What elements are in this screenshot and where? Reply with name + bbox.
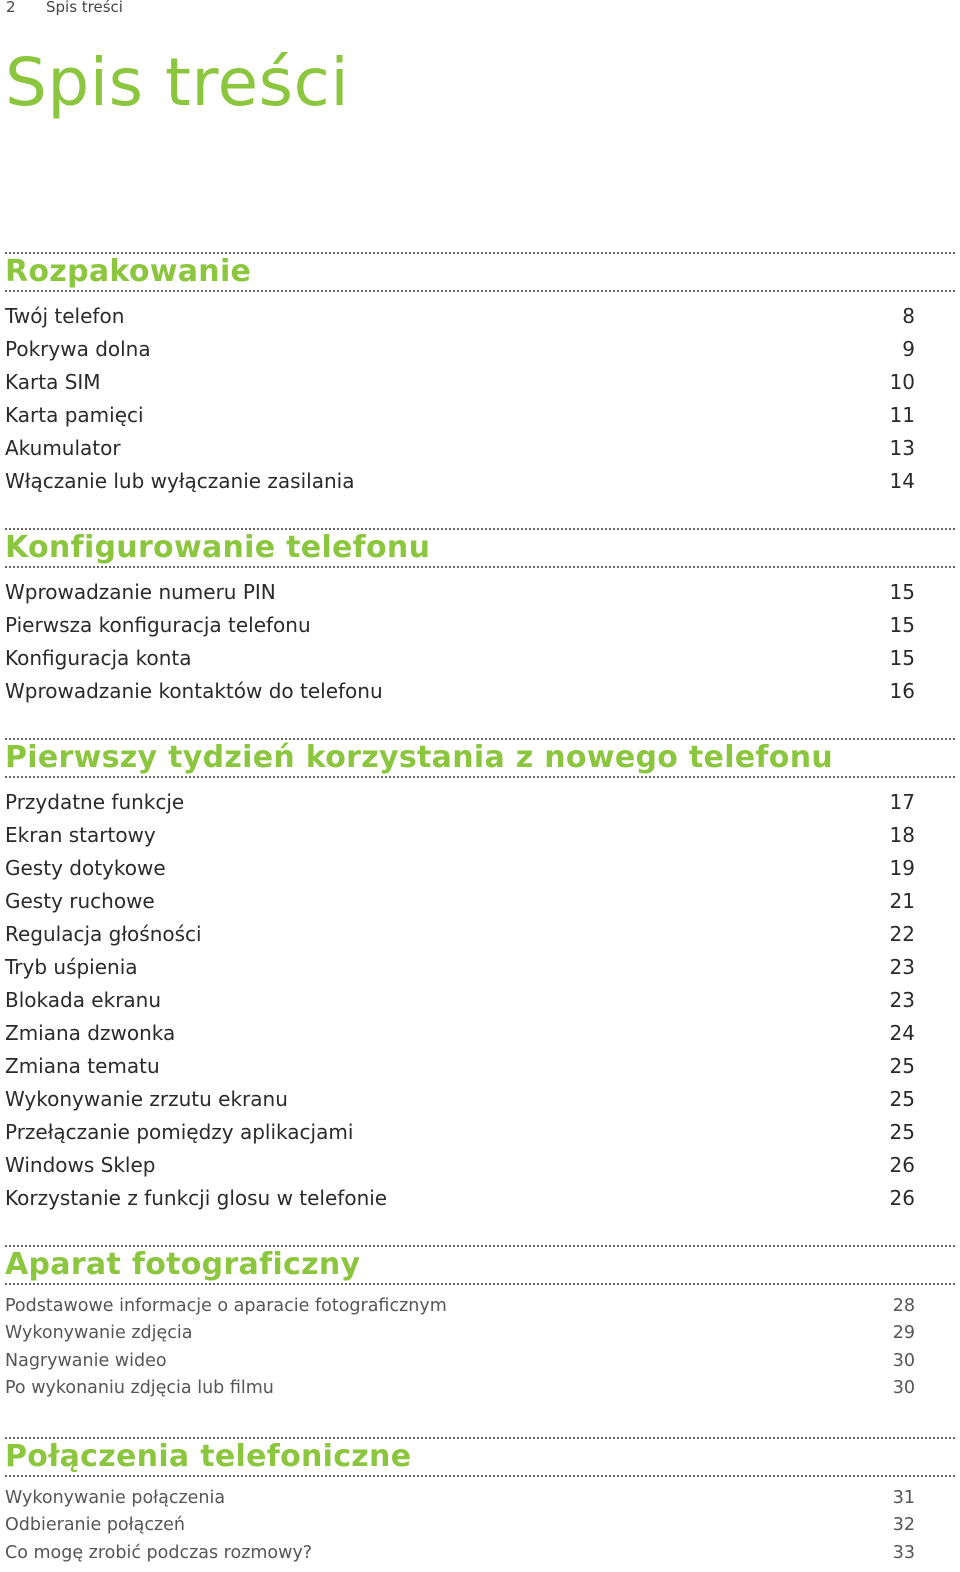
entry-label: Zmiana tematu	[5, 1053, 160, 1078]
toc-entry[interactable]	[5, 365, 915, 398]
toc-entry[interactable]	[5, 464, 915, 497]
toc-entry[interactable]	[5, 1539, 915, 1567]
section-title: Połączenia telefoniczne	[5, 1439, 412, 1474]
entry-label: Regulacja głośności	[5, 921, 202, 946]
toc-section-konfigurowanie	[5, 528, 955, 707]
section-entries	[5, 292, 955, 497]
entry-label: Wykonywanie zrzutu ekranu	[5, 1086, 288, 1111]
entry-label: Konfiguracja konta	[5, 645, 192, 670]
entry-page: 13	[889, 435, 915, 460]
entry-label: Wykonywanie zdjęcia	[5, 1323, 193, 1344]
toc-section-rozpakowanie	[5, 252, 955, 497]
toc-entry[interactable]	[5, 1292, 915, 1320]
toc-entry[interactable]	[5, 917, 915, 950]
entry-page: 17	[889, 789, 915, 814]
toc-entry[interactable]	[5, 641, 915, 674]
entry-label: Twój telefon	[5, 303, 125, 328]
entry-page: 30	[892, 1350, 915, 1371]
section-entries	[5, 568, 955, 707]
entry-label: Przydatne funkcje	[5, 789, 185, 814]
page-title: Spis treści	[5, 44, 350, 121]
entry-page: 30	[892, 1378, 915, 1399]
entry-page: 16	[889, 678, 915, 703]
entry-page: 23	[889, 954, 915, 979]
entry-label: Pokrywa dolna	[5, 336, 151, 361]
toc-entry[interactable]	[5, 983, 915, 1016]
toc-entry[interactable]	[5, 608, 915, 641]
entry-page: 23	[889, 987, 915, 1012]
toc-entry[interactable]	[5, 1049, 915, 1082]
entry-page: 15	[889, 579, 915, 604]
entry-label: Po wykonaniu zdjęcia lub filmu	[5, 1378, 274, 1399]
entry-label: Windows Sklep	[5, 1152, 156, 1177]
toc-entry[interactable]	[5, 1512, 915, 1540]
toc-entry[interactable]	[5, 851, 915, 884]
entry-page: 15	[889, 645, 915, 670]
entry-page: 22	[889, 921, 915, 946]
page-number: 2	[6, 0, 16, 16]
section-entries	[5, 1477, 955, 1567]
entry-label: Ekran startowy	[5, 822, 156, 847]
entry-label: Zmiana dzwonka	[5, 1020, 176, 1045]
entry-label: Co mogę zrobić podczas rozmowy?	[5, 1542, 313, 1563]
entry-label: Włączanie lub wyłączanie zasilania	[5, 468, 355, 493]
section-title: Aparat fotograficzny	[5, 1247, 361, 1282]
entry-label: Nagrywanie wideo	[5, 1350, 167, 1371]
toc-entry[interactable]	[5, 1148, 915, 1181]
entry-label: Blokada ekranu	[5, 987, 162, 1012]
entry-page: 10	[889, 369, 915, 394]
entry-page: 8	[902, 303, 915, 328]
entry-label: Pierwsza konfiguracja telefonu	[5, 612, 311, 637]
toc-entry[interactable]	[5, 575, 915, 608]
entry-page: 15	[889, 612, 915, 637]
entry-label: Korzystanie z funkcji glosu w telefonie	[5, 1185, 388, 1210]
section-heading	[5, 738, 955, 778]
running-title: Spis treści	[46, 0, 123, 16]
section-title: Konfigurowanie telefonu	[5, 530, 431, 565]
entry-page: 21	[889, 888, 915, 913]
entry-page: 28	[892, 1295, 915, 1316]
entry-label: Odbieranie połączeń	[5, 1515, 185, 1536]
toc-entry[interactable]	[5, 1375, 915, 1403]
toc-entry[interactable]	[5, 431, 915, 464]
running-header	[6, 0, 123, 18]
toc-entry[interactable]	[5, 785, 915, 818]
entry-page: 25	[889, 1086, 915, 1111]
section-entries	[5, 778, 955, 1214]
toc-entry[interactable]	[5, 1016, 915, 1049]
entry-page: 26	[889, 1152, 915, 1177]
entry-label: Podstawowe informacje o aparacie fotograficznym	[5, 1295, 447, 1316]
section-heading	[5, 528, 955, 568]
toc-entry[interactable]	[5, 1082, 915, 1115]
entry-page: 25	[889, 1053, 915, 1078]
entry-label: Wprowadzanie numeru PIN	[5, 579, 276, 604]
toc-entry[interactable]	[5, 884, 915, 917]
entry-page: 11	[889, 402, 915, 427]
section-title: Rozpakowanie	[5, 254, 252, 289]
toc-entry[interactable]	[5, 1115, 915, 1148]
section-heading	[5, 1245, 955, 1285]
toc-entry[interactable]	[5, 332, 915, 365]
entry-label: Wprowadzanie kontaktów do telefonu	[5, 678, 383, 703]
section-title: Pierwszy tydzień korzystania z nowego telefonu	[5, 740, 834, 775]
entry-label: Wykonywanie połączenia	[5, 1487, 226, 1508]
toc-section-pierwszy-tydzien	[5, 738, 955, 1214]
section-heading	[5, 252, 955, 292]
entry-label: Karta SIM	[5, 369, 101, 394]
entry-label: Gesty ruchowe	[5, 888, 155, 913]
toc-section-polaczenia	[5, 1437, 955, 1567]
toc-entry[interactable]	[5, 674, 915, 707]
entry-page: 14	[889, 468, 915, 493]
toc-section-aparat	[5, 1245, 955, 1402]
entry-label: Akumulator	[5, 435, 121, 460]
toc-entry[interactable]	[5, 818, 915, 851]
entry-page: 19	[889, 855, 915, 880]
entry-page: 29	[892, 1323, 915, 1344]
toc-entry[interactable]	[5, 1347, 915, 1375]
entry-label: Karta pamięci	[5, 402, 144, 427]
toc-entry[interactable]	[5, 1320, 915, 1348]
entry-page: 31	[892, 1487, 915, 1508]
entry-label: Przełączanie pomiędzy aplikacjami	[5, 1119, 354, 1144]
toc-entry[interactable]	[5, 1484, 915, 1512]
entry-page: 26	[889, 1185, 915, 1210]
toc-entry[interactable]	[5, 398, 915, 431]
entry-page: 9	[902, 336, 915, 361]
toc-entry[interactable]	[5, 299, 915, 332]
entry-page: 24	[889, 1020, 915, 1045]
entry-label: Gesty dotykowe	[5, 855, 166, 880]
section-heading	[5, 1437, 955, 1477]
entry-page: 25	[889, 1119, 915, 1144]
entry-page: 32	[892, 1515, 915, 1536]
toc-entry[interactable]	[5, 1181, 915, 1214]
entry-page: 33	[892, 1542, 915, 1563]
toc-entry[interactable]	[5, 950, 915, 983]
entry-page: 18	[889, 822, 915, 847]
section-entries	[5, 1285, 955, 1402]
entry-label: Tryb uśpienia	[5, 954, 138, 979]
